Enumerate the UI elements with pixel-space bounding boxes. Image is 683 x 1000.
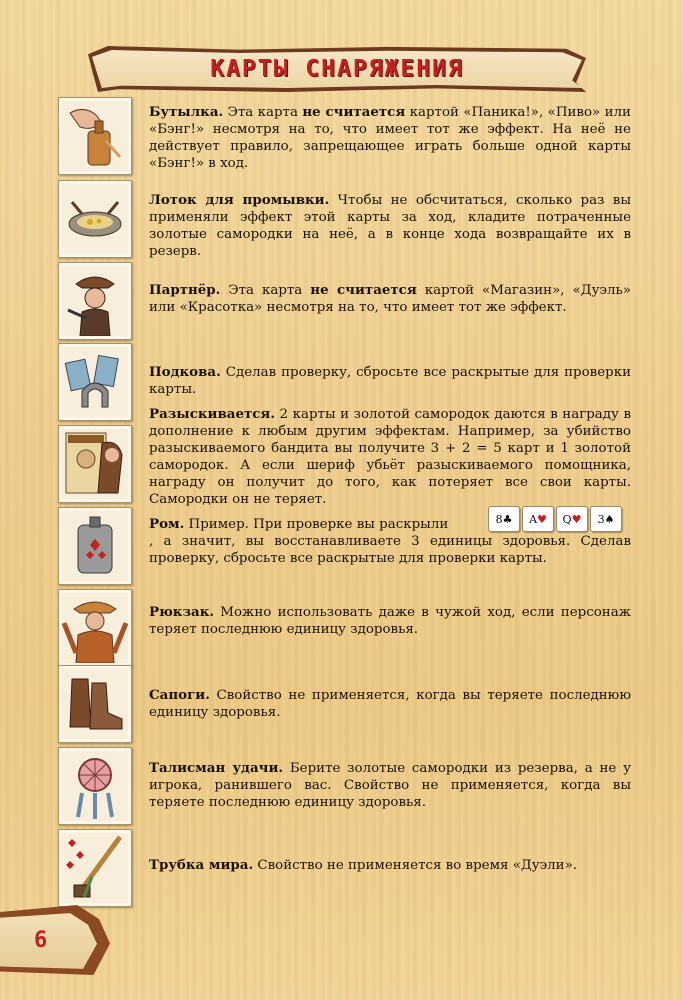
entry-term: Бутылка. [149, 104, 224, 120]
entry-term: Партнёр. [149, 282, 221, 298]
backpack-card [58, 589, 132, 667]
partner-icon [62, 266, 128, 336]
entry-term: Сапоги. [149, 687, 210, 703]
mini-card: 8 ♣ [488, 506, 520, 532]
flask-icon [62, 511, 128, 581]
heart-icon: ♥ [571, 512, 582, 526]
horseshoe-card [58, 343, 132, 421]
entry-rum-line2: , а значит, вы восстанавливаете 3 единицы здоровья. Сделав проверку, сбросьте все раскрытые для проверки карты. [149, 534, 631, 566]
dreamcatcher-icon [62, 751, 128, 821]
horseshoe-icon [62, 347, 128, 417]
entry-term: Ром. [149, 516, 185, 532]
wanted-poster-icon [62, 429, 128, 499]
club-icon: ♣ [502, 512, 513, 526]
peace-pipe-icon [62, 833, 128, 903]
mini-card: Q ♥ [556, 506, 588, 532]
entry-term: Трубка мира. [149, 857, 254, 873]
entry-partner: Партнёр. Эта карта не считается картой «Магазин», «Дуэль» или «Красотка» несмотря на то, что имеет тот же эффект. [149, 282, 631, 315]
boots-card [58, 665, 132, 743]
heart-icon: ♥ [537, 512, 547, 526]
entry-rum-line1: Ром. Пример. При проверке вы раскрыли [149, 516, 449, 532]
mini-card: 3 ♠ [590, 506, 622, 532]
revealed-cards [488, 506, 622, 532]
entry-term: Разыскивается. [149, 406, 275, 422]
entry-term: Рюкзак. [149, 604, 215, 620]
entry-lucky-charm: Талисман удачи. Берите золотые самородки из резерва, а не у игрока, ранившего вас. Свойство не применяется, когда вы теряете последнюю единицу здоровья. [149, 760, 632, 810]
entry-term: Лоток для промывки. [149, 192, 330, 208]
entry-boots: Сапоги. Свойство не применяется, когда вы теряете последнюю единицу здоровья. [149, 687, 631, 720]
rum-card [58, 507, 132, 585]
entry-backpack: Рюкзак. Можно использовать даже в чужой ход, если персонаж теряет последнюю единицу здоровья. [149, 604, 631, 637]
page-number: 6 [34, 928, 48, 953]
mini-card: A ♥ [522, 506, 554, 532]
gold-pan-icon [62, 184, 128, 254]
spade-icon: ♠ [604, 512, 615, 526]
lucky-charm-card [58, 747, 132, 825]
bottle-icon [62, 101, 128, 171]
wanted-card [58, 425, 132, 503]
boots-icon [62, 669, 128, 739]
entry-term: Подкова. [149, 364, 221, 380]
entry-peace-pipe: Трубка мира. Свойство не применяется во время «Дуэли». [149, 857, 578, 873]
page-title: КАРТЫ СНАРЯЖЕНИЯ [210, 56, 464, 82]
entry-term: Талисман удачи. [149, 760, 284, 776]
gold-pan-card [58, 180, 132, 258]
entry-wanted: Разыскивается. 2 карты и золотой самородок даются в награду в дополнение к любым другим эффектам. Например, за убийство разыскиваемого бандита вы получите 3 + 2 = 5 карт и 1 золотой самородок. А если шериф убьёт разыскиваемого помощника, награду он получит до того, как потеряет все свои карты. Самородки он не теряет. [149, 406, 631, 507]
entry-bottle: Бутылка. Эта карта не считается картой «Паника!», «Пиво» или «Бэнг!» несмотря на то, что имеет тот же эффект. На неё не действует правило, запрещающее играть больше одной карты «Бэнг!» в ход. [149, 104, 631, 171]
entry-gold-pan: Лоток для промывки. Чтобы не обсчитаться, сколько раз вы применяли эффект этой карты за ход, кладите потраченные золотые самородки на неё, а в конце хода возвращайте их в резерв. [149, 192, 631, 259]
peace-pipe-card [58, 829, 132, 907]
bottle-card [58, 97, 132, 175]
entry-horseshoe: Подкова. Сделав проверку, сбросьте все раскрытые для проверки карты. [149, 364, 631, 397]
partner-card [58, 262, 132, 340]
backpack-icon [62, 593, 128, 663]
